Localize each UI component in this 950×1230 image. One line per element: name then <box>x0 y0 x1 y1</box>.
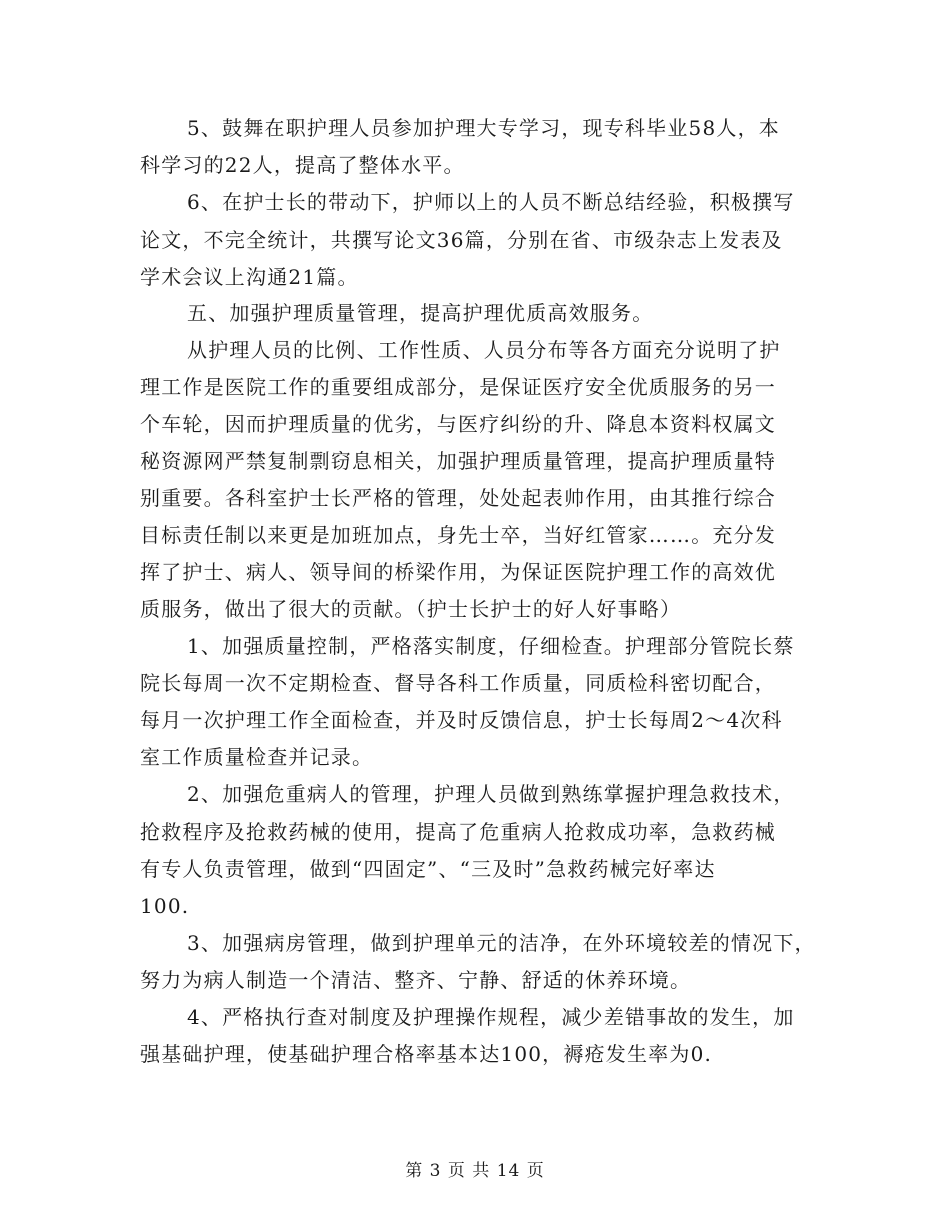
page-number-footer: 第 3 页 共 14 页 <box>405 1161 545 1181</box>
paragraph-line: 论文，不完全统计，共撰写论文36篇，分别在省、市级杂志上发表及 <box>140 228 783 252</box>
paragraph-line: 2、加强危重病人的管理，护理人员做到熟练掌握护理急救技术， <box>187 782 795 806</box>
paragraph-line: 秘资源网严禁复制剽窃息相关，加强护理质量管理，提高护理质量特 <box>140 449 776 473</box>
paragraph-line: 质服务，做出了很大的贡献。（护士长护士的好人好事略） <box>140 597 682 621</box>
paragraph-line: 6、在护士长的带动下，护师以上的人员不断总结经验，积极撰写 <box>187 190 795 214</box>
paragraph-line: 有专人负责管理，做到“四固定”、“三及时”急救药械完好率达 <box>140 857 716 881</box>
paragraph-line: 科学习的22人，提高了整体水平。 <box>140 153 465 177</box>
paragraph-line: 3、加强病房管理，做到护理单元的洁净，在外环境较差的情况下， <box>187 931 816 955</box>
paragraph-line: 100. <box>140 894 190 918</box>
paragraph-line: 努力为病人制造一个清洁、整齐、宁静、舒适的休养环境。 <box>140 968 692 992</box>
paragraph-line: 从护理人员的比例、工作性质、人员分布等各方面充分说明了护 <box>187 338 781 362</box>
section-heading: 五、加强护理质量管理，提高护理优质高效服务。 <box>187 301 654 325</box>
paragraph-line: 每月一次护理工作全面检查，并及时反馈信息，护士长每周2～4次科 <box>140 708 783 732</box>
paragraph-line: 目标责任制以来更是加班加点，身先士卒，当好红管家……。充分发 <box>140 523 776 547</box>
paragraph-line: 个车轮，因而护理质量的优劣，与医疗纠纷的升、降息本资料权属文 <box>140 412 776 436</box>
paragraph-line: 强基础护理，使基础护理合格率基本达100，褥疮发生率为0. <box>140 1042 713 1066</box>
paragraph-line: 5、鼓舞在职护理人员参加护理大专学习，现专科毕业58人，本 <box>187 116 780 140</box>
paragraph-line: 4、严格执行查对制度及护理操作规程，减少差错事故的发生，加 <box>187 1005 795 1029</box>
paragraph-line: 室工作质量检查并记录。 <box>140 745 374 769</box>
paragraph-line: 1、加强质量控制，严格落实制度，仔细检查。护理部分管院长蔡 <box>187 634 795 658</box>
paragraph-line: 抢救程序及抢救药械的使用，提高了危重病人抢救成功率，急救药械 <box>140 820 776 844</box>
paragraph-line: 学术会议上沟通21篇。 <box>140 265 359 289</box>
paragraph-line: 别重要。各科室护士长严格的管理，处处起表帅作用，由其推行综合 <box>140 486 776 510</box>
paragraph-line: 理工作是医院工作的重要组成部分，是保证医疗安全优质服务的另一 <box>140 375 776 399</box>
paragraph-line: 院长每周一次不定期检查、督导各科工作质量，同质检科密切配合， <box>140 671 776 695</box>
paragraph-line: 挥了护士、病人、领导间的桥梁作用，为保证医院护理工作的高效优 <box>140 560 776 584</box>
